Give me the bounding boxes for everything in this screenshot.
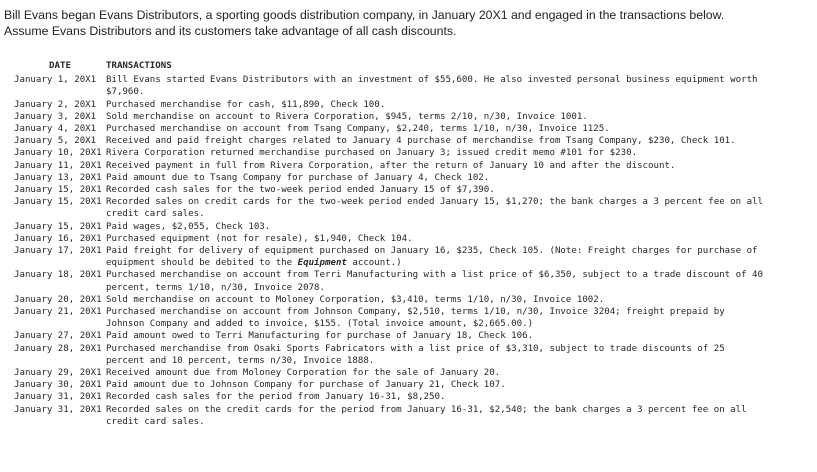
row-date: January 27, 20X1 <box>14 331 102 342</box>
row-transaction: Recorded sales on the credit cards for the period from January 16-31, $2,540; the bank charges a 3 percent fee on all credit card sales. <box>106 404 747 427</box>
table-row <box>14 184 764 196</box>
row-date: January 4, 20X1 <box>14 124 97 135</box>
row-date: January 1, 20X1 <box>14 75 97 86</box>
transactions-table <box>14 60 764 428</box>
table-row <box>14 111 764 123</box>
table-row <box>14 343 764 367</box>
equipment-account-emphasis: Equipment <box>297 258 347 269</box>
table-row <box>14 379 764 391</box>
table-row <box>14 74 764 98</box>
row-transaction: Bill Evans started Evans Distributors with an investment of $55,600. He also invested personal business equipment worth $7,960. <box>106 75 758 98</box>
row-transaction: Purchased equipment (not for resale), $1,940, Check 104. <box>106 233 413 244</box>
row-transaction-text: Paid freight for delivery of equipment purchased on January 16, $235, Check 105. (Note: Freight charges for purchase of equipment should be debited to the <box>106 246 758 269</box>
row-date: January 21, 20X1 <box>14 307 102 318</box>
row-transaction: Paid amount due to Johnson Company for purchase of January 21, Check 107. <box>106 380 506 391</box>
row-date: January 17, 20X1 <box>14 246 102 257</box>
row-transaction: Received and paid freight charges related to January 4 purchase of merchandise from Tsang Company, $230, Check 101. <box>106 136 736 147</box>
table-row <box>14 404 764 428</box>
row-date: January 31, 20X1 <box>14 392 102 403</box>
row-date: January 5, 20X1 <box>14 136 97 147</box>
row-transaction: Recorded sales on credit cards for the two-week period ended January 15, $1,270; the bank charges a 3 percent fee on all credit card sales. <box>106 197 763 220</box>
row-date: January 3, 20X1 <box>14 111 97 122</box>
row-transaction: Paid amount due to Tsang Company for purchase of January 4, Check 102. <box>106 172 490 183</box>
table-row <box>14 135 764 147</box>
row-transaction: Received payment in full from Rivera Corporation, after the return of January 10 and after the discount. <box>106 160 676 171</box>
row-date: January 15, 20X1 <box>14 197 102 208</box>
row-date: January 29, 20X1 <box>14 368 102 379</box>
row-date: January 31, 20X1 <box>14 404 102 415</box>
problem-intro <box>4 8 810 39</box>
table-row <box>14 233 764 245</box>
intro-line-2: Assume Evans Distributors and its customers take advantage of all cash discounts. <box>4 23 457 38</box>
row-date: January 28, 20X1 <box>14 343 102 354</box>
row-date: January 15, 20X1 <box>14 221 102 232</box>
table-row <box>14 306 764 330</box>
row-transaction <box>106 245 764 269</box>
table-row <box>14 367 764 379</box>
row-transaction: Paid amount owed to Terri Manufacturing for purchase of January 18, Check 106. <box>106 331 534 342</box>
table-row <box>14 330 764 342</box>
row-date: January 2, 20X1 <box>14 99 97 110</box>
table-row <box>14 147 764 159</box>
table-row <box>14 123 764 135</box>
table-row <box>14 245 764 269</box>
row-transaction: Recorded cash sales for the period from January 16-31, $8,250. <box>106 392 446 403</box>
table-header-row <box>14 60 764 74</box>
row-date: January 18, 20X1 <box>14 270 102 281</box>
row-date: January 15, 20X1 <box>14 185 102 196</box>
transactions-column-header: TRANSACTIONS <box>106 61 172 71</box>
table-row <box>14 172 764 184</box>
row-date: January 30, 20X1 <box>14 380 102 391</box>
row-date: January 16, 20X1 <box>14 233 102 244</box>
row-date: January 10, 20X1 <box>14 148 102 159</box>
row-transaction: Recorded cash sales for the two-week period ended January 15 of $7,390. <box>106 185 495 196</box>
row-transaction: Purchased merchandise on account from Tsang Company, $2,240, terms 1/10, n/30, Invoice 1125. <box>106 124 610 135</box>
table-row <box>14 391 764 403</box>
table-row <box>14 99 764 111</box>
date-column-header: DATE <box>49 61 71 71</box>
row-transaction: Purchased merchandise for cash, $11,890, Check 100. <box>106 99 386 110</box>
row-date: January 20, 20X1 <box>14 294 102 305</box>
row-date: January 11, 20X1 <box>14 160 102 171</box>
row-transaction: Purchased merchandise from Osaki Sports Fabricators with a list price of $3,310, subject to trade discounts of 25 percent and 10 percent, terms n/30, Invoice 1888. <box>106 343 725 366</box>
row-transaction: Purchased merchandise on account from Terri Manufacturing with a list price of $6,350, subject to a trade discount of 40 percent, terms 1/10, n/30, Invoice 2078. <box>106 270 763 293</box>
row-date: January 13, 20X1 <box>14 172 102 183</box>
row-transaction: Paid wages, $2,055, Check 103. <box>106 221 271 232</box>
row-transaction: Purchased merchandise on account from Johnson Company, $2,510, terms 1/10, n/30, Invoice 3204; freight prepaid by Johnson Company and added to invoice, $155. (Total invoice amount, $2,665.00.) <box>106 307 725 330</box>
row-transaction: Rivera Corporation returned merchandise purchased on January 3; issued credit memo #101 for $230. <box>106 148 638 159</box>
table-row <box>14 294 764 306</box>
row-transaction: Sold merchandise on account to Moloney Corporation, $3,410, terms 1/10, n/30, Invoice 1002. <box>106 294 605 305</box>
table-row <box>14 221 764 233</box>
row-transaction-text-end: account.) <box>346 258 402 269</box>
row-transaction: Received amount due from Moloney Corporation for the sale of January 20. <box>106 368 501 379</box>
intro-line-1: Bill Evans began Evans Distributors, a sporting goods distribution company, in January 20X1 and engaged in the transactions below. <box>4 8 725 22</box>
table-row <box>14 160 764 172</box>
table-row <box>14 269 764 293</box>
row-transaction: Sold merchandise on account to Rivera Corporation, $945, terms 2/10, n/30, Invoice 1001. <box>106 111 588 122</box>
table-row <box>14 196 764 220</box>
